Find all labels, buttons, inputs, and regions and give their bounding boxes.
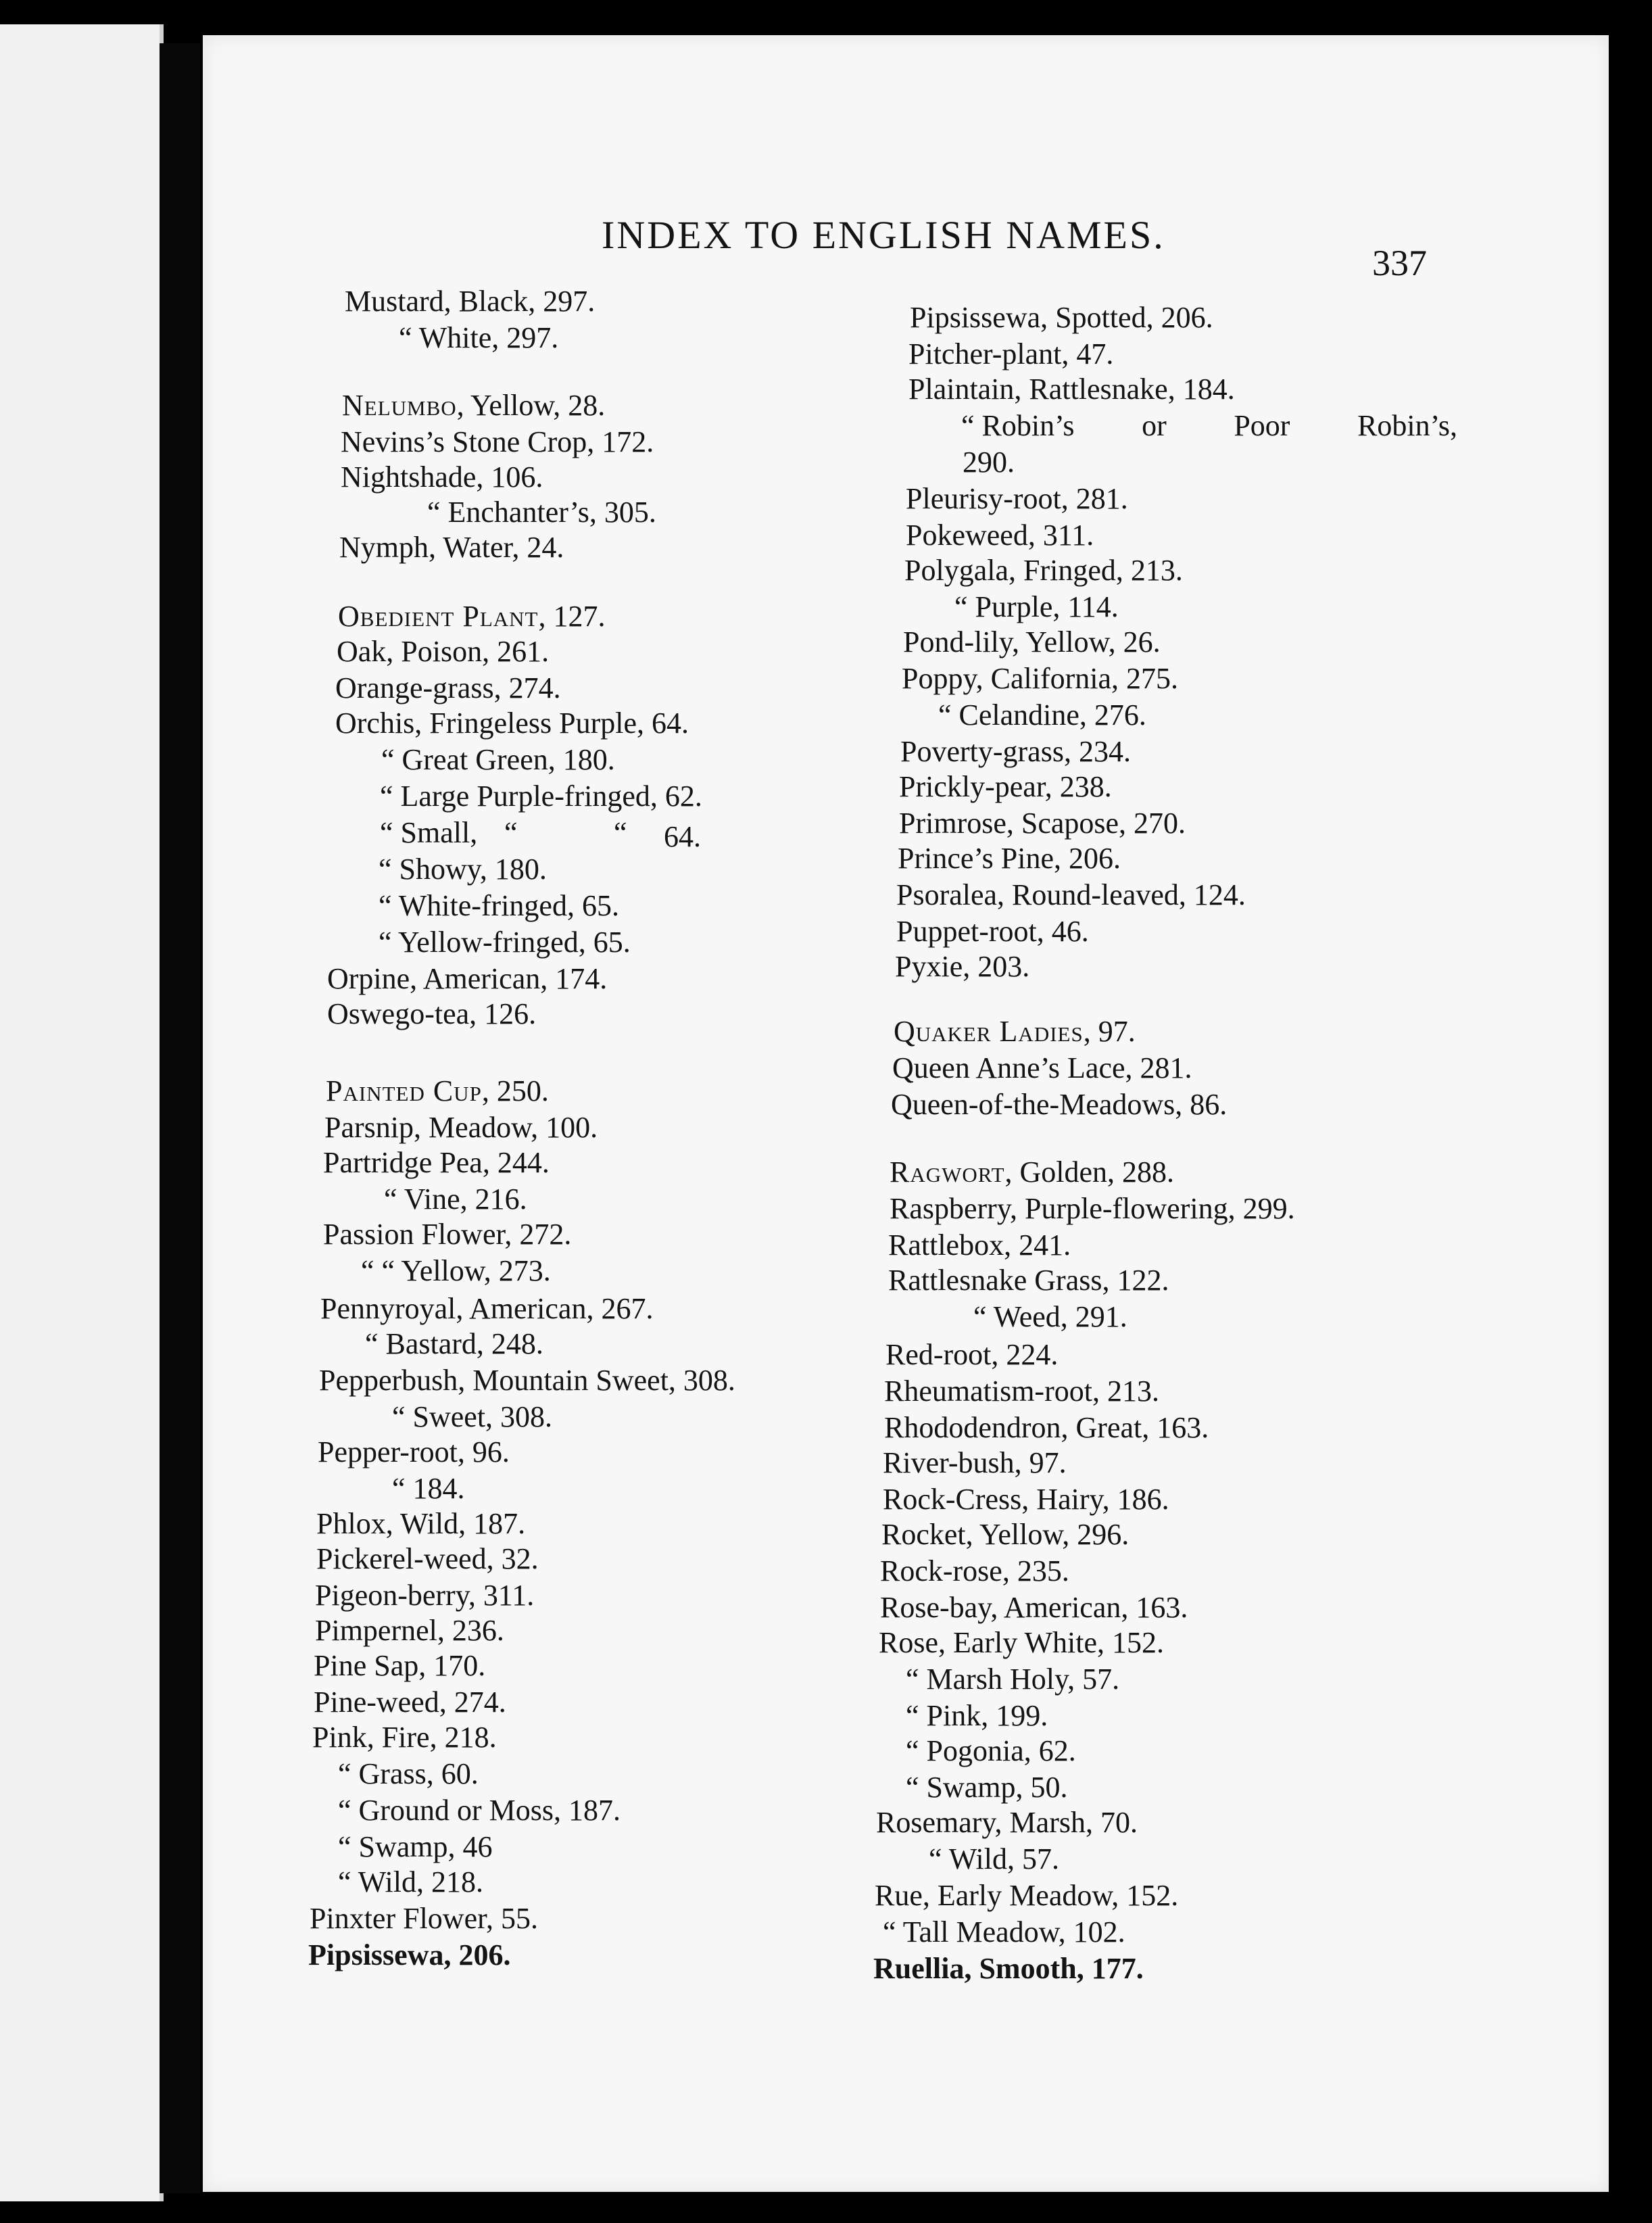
- index-entry: Primrose, Scapose, 270.: [899, 807, 1186, 840]
- index-entry: [890, 1157, 1174, 1187]
- index-entry: Passion Flower, 272.: [323, 1218, 572, 1251]
- index-entry: Rosemary, Marsh, 70.: [876, 1806, 1138, 1839]
- letter-section-head: Quaker Ladies: [894, 1015, 1084, 1048]
- index-entry: Mustard, Black, 297.: [345, 285, 596, 318]
- index-entry: Pickerel-weed, 32.: [316, 1542, 539, 1575]
- index-entry: “ Tall Meadow, 102.: [883, 1915, 1125, 1949]
- index-entry: “ White-fringed, 65.: [379, 889, 619, 922]
- index-entry: [342, 391, 605, 421]
- index-entry: Rue, Early Meadow, 152.: [875, 1879, 1179, 1912]
- index-entry: Pine-weed, 274.: [314, 1686, 506, 1719]
- index-entry: “ Sweet, 308.: [392, 1400, 553, 1433]
- page-number: 337: [1372, 243, 1427, 283]
- index-entry: Raspberry, Purple-flowering, 299.: [890, 1192, 1295, 1225]
- index-entry: “ Celandine, 276.: [938, 698, 1146, 732]
- index-entry: River-bush, 97.: [883, 1446, 1067, 1479]
- index-entry: Rattlesnake Grass, 122.: [888, 1264, 1169, 1297]
- index-entry: “ Pogonia, 62.: [906, 1734, 1076, 1767]
- index-entry: Orange-grass, 274.: [335, 671, 561, 704]
- index-entry: [338, 602, 605, 631]
- index-entry-part: “ Robin’s: [961, 409, 1075, 442]
- index-entry: 290.: [963, 446, 1015, 479]
- index-entry: “ Swamp, 46: [338, 1830, 493, 1863]
- index-entry: “ Purple, 114.: [954, 590, 1119, 623]
- index-entry: Poppy, California, 275.: [902, 662, 1178, 695]
- index-entry: Poverty-grass, 234.: [900, 735, 1131, 768]
- index-entry: Prince’s Pine, 206.: [898, 842, 1121, 875]
- index-entry: Queen Anne’s Lace, 281.: [892, 1051, 1192, 1084]
- index-entry: Rose-bay, American, 163.: [880, 1591, 1188, 1624]
- index-entry-part: or: [1142, 409, 1167, 442]
- index-entry: Oswego-tea, 126.: [327, 997, 537, 1030]
- index-entry: “ Small,: [380, 816, 478, 849]
- index-entry: Pokeweed, 311.: [906, 519, 1094, 552]
- index-entry: Rocket, Yellow, 296.: [881, 1518, 1129, 1551]
- index-entry: “ Wild, 218.: [338, 1865, 483, 1898]
- index-entry: Polygala, Fringed, 213.: [904, 554, 1183, 587]
- index-entry: “ Wild, 57.: [929, 1842, 1059, 1875]
- index-entry: Prickly-pear, 238.: [899, 770, 1112, 803]
- letter-section-head: Ragwort: [890, 1155, 1005, 1189]
- index-entry: Parsnip, Meadow, 100.: [324, 1111, 598, 1144]
- index-entry: Pleurisy-root, 281.: [906, 482, 1128, 515]
- index-entry: Pond-lily, Yellow, 26.: [903, 625, 1161, 659]
- index-entry: “ White, 297.: [399, 321, 559, 354]
- index-entry-ditto: “: [614, 816, 627, 849]
- index-entry: Rock-rose, 235.: [880, 1554, 1069, 1587]
- index-entry: “ 184.: [392, 1472, 465, 1505]
- letter-section-head: Nelumbo: [342, 389, 457, 422]
- index-entry: Rhododendron, Great, 163.: [884, 1411, 1209, 1444]
- index-entry-text: , Yellow, 28.: [456, 389, 606, 422]
- letter-section-head: Painted Cup: [326, 1074, 482, 1107]
- index-entry: Pepper-root, 96.: [318, 1435, 510, 1468]
- index-entry: “ “ Yellow, 273.: [361, 1254, 551, 1287]
- index-entry: “ Marsh Holy, 57.: [906, 1663, 1120, 1696]
- index-entry: Orchis, Fringeless Purple, 64.: [335, 707, 689, 740]
- index-entry: “ Yellow-fringed, 65.: [379, 926, 631, 959]
- index-entry: Rose, Early White, 152.: [879, 1626, 1164, 1659]
- index-entry: Pennyroyal, American, 267.: [320, 1292, 654, 1325]
- index-entry-ditto: “: [504, 816, 518, 849]
- running-head: INDEX TO ENGLISH NAMES.: [602, 213, 1165, 257]
- index-entry: “ Vine, 216.: [384, 1182, 527, 1216]
- index-entry-page: 64.: [664, 820, 701, 853]
- index-entry-part: Poor: [1234, 409, 1290, 442]
- index-page: [203, 35, 1609, 2192]
- index-entry: Pepperbush, Mountain Sweet, 308.: [319, 1364, 735, 1397]
- index-entry: Partridge Pea, 244.: [323, 1146, 550, 1179]
- index-entry: “ Large Purple-fringed, 62.: [380, 780, 702, 813]
- index-entry: “ Bastard, 248.: [365, 1327, 543, 1360]
- index-entry: Pink, Fire, 218.: [312, 1721, 497, 1754]
- index-entry: Puppet-root, 46.: [896, 915, 1089, 948]
- index-entry: Pigeon-berry, 311.: [315, 1579, 535, 1612]
- previous-page-edge: [0, 24, 164, 2201]
- index-entry-text: , Golden, 288.: [1004, 1155, 1175, 1189]
- index-entry: “ Showy, 180.: [379, 853, 547, 886]
- index-entry: Nevins’s Stone Crop, 172.: [341, 425, 654, 458]
- index-entry: Oak, Poison, 261.: [337, 635, 550, 668]
- index-entry: Plaintain, Rattlesnake, 184.: [908, 373, 1235, 406]
- index-entry: Queen-of-the-Meadows, 86.: [891, 1088, 1228, 1121]
- index-entry: Nymph, Water, 24.: [339, 531, 564, 564]
- index-entry: “ Weed, 291.: [973, 1300, 1127, 1333]
- index-entry: Ruellia, Smooth, 177.: [873, 1952, 1144, 1985]
- index-entry-part: Robin’s,: [1357, 409, 1457, 442]
- index-entry-text: , 127.: [538, 600, 606, 633]
- index-entry: “ Enchanter’s, 305.: [427, 496, 656, 529]
- index-entry: “ Swamp, 50.: [906, 1771, 1068, 1804]
- index-entry: Pipsissewa, Spotted, 206.: [910, 301, 1213, 334]
- index-entry: Pitcher-plant, 47.: [908, 337, 1114, 370]
- index-entry: Pipsissewa, 206.: [308, 1938, 511, 1971]
- index-entry: “ Ground or Moss, 187.: [338, 1794, 621, 1827]
- index-entry: “ Pink, 199.: [906, 1699, 1048, 1732]
- letter-section-head: Obedient Plant: [338, 600, 539, 633]
- index-entry: Pimpernel, 236.: [315, 1614, 504, 1647]
- index-entry: Phlox, Wild, 187.: [316, 1507, 526, 1540]
- index-entry: Orpine, American, 174.: [327, 962, 608, 995]
- index-entry: [961, 411, 1457, 441]
- index-entry: [326, 1076, 549, 1106]
- index-entry: Rattlebox, 241.: [888, 1228, 1071, 1262]
- index-entry-text: , 250.: [481, 1074, 549, 1107]
- index-entry-text: , 97.: [1083, 1015, 1136, 1048]
- index-entry: “ Great Green, 180.: [381, 743, 615, 776]
- index-entry: [894, 1017, 1136, 1047]
- book-gutter: [160, 43, 200, 2193]
- index-entry: Rheumatism-root, 213.: [884, 1375, 1159, 1408]
- index-entry: Pyxie, 203.: [895, 950, 1030, 983]
- index-entry: Red-root, 224.: [885, 1338, 1059, 1371]
- index-entry: Pine Sap, 170.: [314, 1649, 486, 1682]
- index-entry: Pinxter Flower, 55.: [310, 1902, 538, 1935]
- index-entry: Psoralea, Round-leaved, 124.: [896, 878, 1246, 911]
- index-entry: “ Grass, 60.: [338, 1757, 479, 1790]
- index-entry: Nightshade, 106.: [341, 460, 543, 494]
- index-entry: Rock-Cress, Hairy, 186.: [883, 1483, 1169, 1516]
